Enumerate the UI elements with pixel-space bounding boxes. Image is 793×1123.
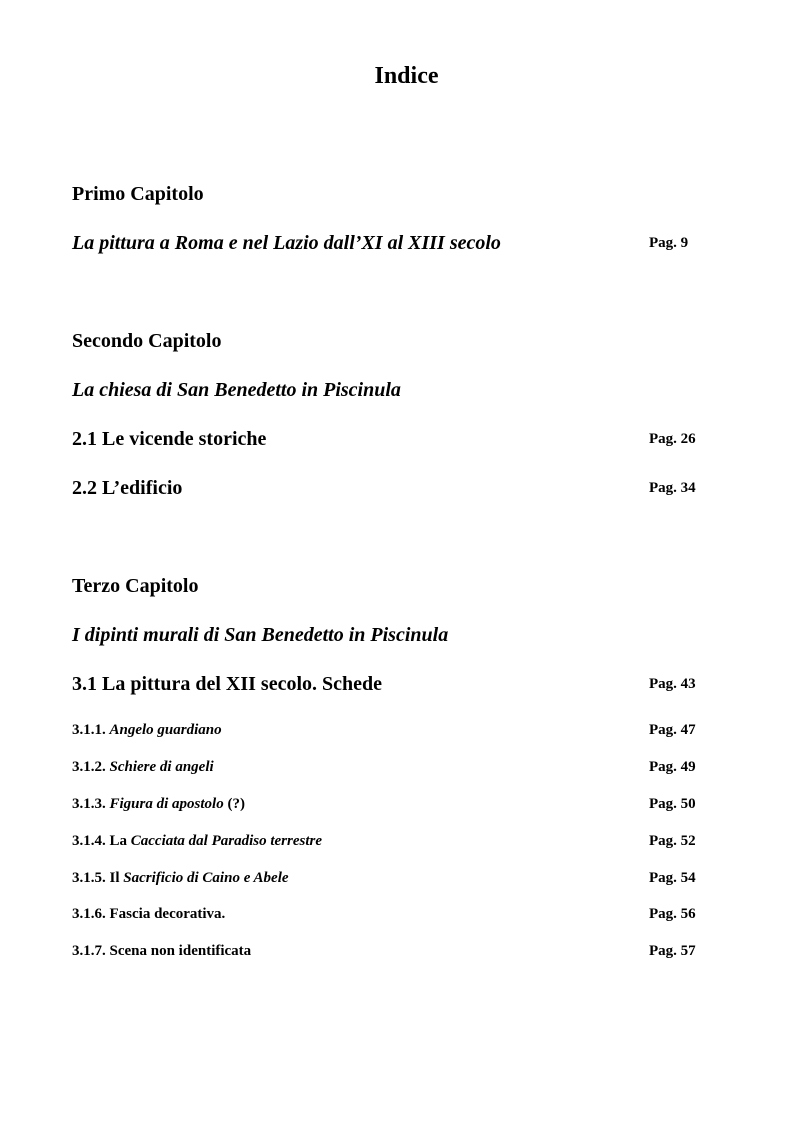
chapter-2-subtitle-row: [72, 379, 712, 409]
entry-title: Schiere di angeli: [109, 759, 214, 775]
page-reference-prefix: Pag. 4: [649, 676, 689, 692]
toc-section-row: [72, 673, 712, 703]
page-reference: Pag. 26: [649, 431, 696, 447]
toc-entry-row: [72, 759, 712, 789]
chapter-heading: Primo Capitolo: [72, 183, 204, 205]
entry-prefix: Il: [109, 870, 120, 886]
entry-title: Figura di apostolo: [109, 796, 224, 812]
toc-entry-row: [72, 833, 712, 863]
entry-number: 3.1.3.: [72, 796, 106, 812]
page-reference: Pag. 57: [649, 943, 696, 959]
chapter-1-heading-row: [72, 183, 712, 213]
chapter-1-subtitle-row: [72, 232, 712, 262]
chapter-heading: Secondo Capitolo: [72, 330, 222, 352]
page-reference: Pag. 50: [649, 796, 696, 812]
section-label: 3.1 La pittura del XII secolo. Schede: [72, 673, 382, 695]
entry-number: 3.1.6.: [72, 906, 106, 922]
entry-label: [72, 796, 245, 813]
page-reference-suffix: 3: [688, 676, 696, 692]
entry-number: 3.1.4.: [72, 833, 106, 849]
entry-title: Cacciata dal Paradiso terrestre: [130, 833, 323, 849]
section-label: 2.2 L’edificio: [72, 477, 183, 499]
entry-prefix: La: [109, 833, 128, 849]
page-reference: Pag. 49: [649, 759, 696, 775]
page-reference: Pag. 34: [649, 480, 696, 496]
page-reference: Pag. 56: [649, 906, 696, 922]
entry-number: 3.1.7.: [72, 943, 106, 959]
chapter-subtitle: I dipinti murali di San Benedetto in Piscinula: [72, 624, 449, 646]
entry-number: 3.1.2.: [72, 759, 106, 775]
page-reference: Pag. 47: [649, 722, 696, 738]
toc-entry-row: [72, 870, 712, 900]
toc-section-row: [72, 428, 712, 458]
entry-title: Sacrificio di Caino e Abele: [123, 870, 289, 886]
entry-suffix: (?): [227, 796, 245, 812]
chapter-heading: Terzo Capitolo: [72, 575, 199, 597]
chapter-subtitle: La pittura a Roma e nel Lazio dall’XI al XIII secolo: [72, 232, 501, 254]
entry-prefix: Scena non identificata: [109, 943, 252, 959]
toc-entry-row: [72, 796, 712, 826]
entry-label: [72, 833, 322, 850]
page-title: Indice: [374, 63, 439, 89]
entry-prefix: Fascia decorativa.: [109, 906, 226, 922]
entry-title: Angelo guardiano: [109, 722, 222, 738]
chapter-2-heading-row: [72, 330, 712, 360]
page-reference: Pag. 54: [649, 870, 696, 886]
chapter-3-subtitle-row: [72, 624, 712, 654]
toc-entry-row: [72, 722, 712, 752]
toc-entry-row: [72, 906, 712, 936]
section-label: 2.1 Le vicende storiche: [72, 428, 267, 450]
entry-label: [72, 759, 214, 776]
entry-label: [72, 943, 251, 960]
page-reference: Pag. 52: [649, 833, 696, 849]
entry-number: 3.1.5.: [72, 870, 106, 886]
entry-label: [72, 906, 225, 923]
toc-entry-row: [72, 943, 712, 973]
page-reference: [649, 676, 696, 693]
toc-section-row: [72, 477, 712, 507]
entry-label: [72, 870, 289, 887]
chapter-3-heading-row: [72, 575, 712, 605]
chapter-subtitle: La chiesa di San Benedetto in Piscinula: [72, 379, 401, 401]
entry-number: 3.1.1.: [72, 722, 106, 738]
page-reference: Pag. 9: [649, 235, 689, 251]
entry-label: [72, 722, 222, 739]
